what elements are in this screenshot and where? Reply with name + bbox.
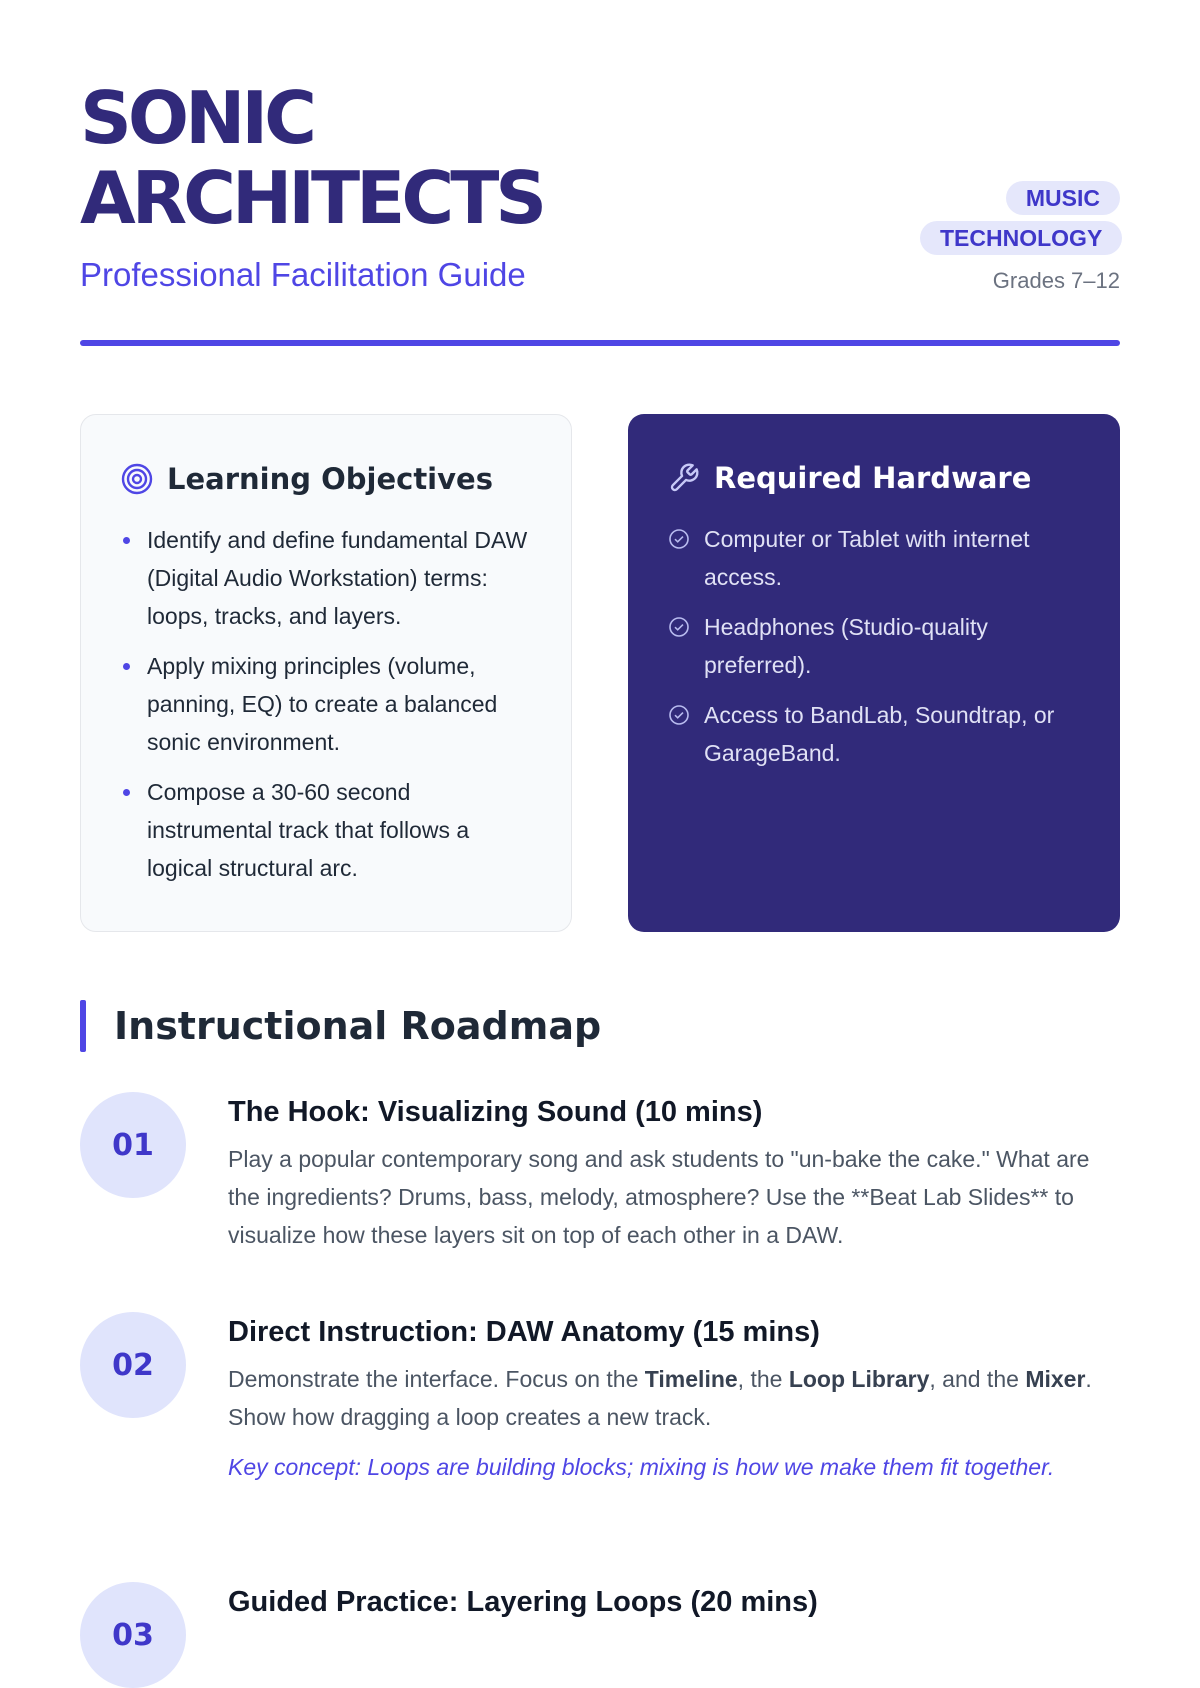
step-number: 02 xyxy=(80,1312,186,1418)
grade-range: Grades 7–12 xyxy=(992,268,1120,293)
list-item xyxy=(121,521,531,635)
step-number: 01 xyxy=(80,1092,186,1198)
check-circle-icon xyxy=(668,528,690,550)
objective-text: Apply mixing principles (volume, panning, EQ) to create a balanced sonic environment. xyxy=(147,653,498,755)
list-item xyxy=(668,696,1080,772)
required-hardware-title: Required Hardware xyxy=(714,461,1032,495)
list-item xyxy=(121,773,531,887)
roadmap-heading xyxy=(80,1000,601,1052)
step-title: Guided Practice: Layering Loops (20 mins) xyxy=(228,1586,818,1618)
step-title: The Hook: Visualizing Sound (10 mins) xyxy=(228,1096,763,1128)
check-circle-icon xyxy=(668,616,690,638)
hardware-text: Access to BandLab, Soundtrap, or GarageBand. xyxy=(704,702,1055,766)
term-mixer: Mixer xyxy=(1025,1366,1086,1392)
step-text-part: . Show how dragging a loop creates a new track. xyxy=(228,1366,1092,1430)
bullet-icon xyxy=(123,663,130,670)
learning-objectives-card xyxy=(80,414,572,932)
subject-tag-line-2: TECHNOLOGY xyxy=(920,221,1122,255)
step-description: Play a popular contemporary song and ask students to "un-bake the cake." What are the ingredients? Drums, bass, melody, atmosphere? Use the **Beat Lab Slides** to visualize how these layers sit on top of each other in a DAW. xyxy=(228,1146,1090,1248)
hardware-text: Headphones (Studio-quality preferred). xyxy=(704,614,988,678)
step-number: 03 xyxy=(80,1582,186,1688)
required-hardware-card xyxy=(628,414,1120,932)
check-circle-icon xyxy=(668,704,690,726)
wrench-icon xyxy=(668,462,700,494)
section-accent-bar xyxy=(80,1000,86,1052)
bullet-icon xyxy=(123,789,130,796)
list-item xyxy=(668,608,1080,684)
learning-objectives-title: Learning Objectives xyxy=(167,462,493,496)
objectives-list xyxy=(121,521,531,887)
step-text-part: , the xyxy=(737,1366,789,1392)
header xyxy=(80,78,1120,348)
title-line-1: SONIC xyxy=(80,76,313,160)
list-item xyxy=(121,647,531,761)
term-loop-library: Loop Library xyxy=(788,1366,930,1392)
step-text-part: , and the xyxy=(929,1366,1026,1392)
key-concept-note: Key concept: Loops are building blocks; mixing is how we make them fit together. xyxy=(228,1454,1055,1480)
step-body xyxy=(228,1312,1120,1486)
step-title: Direct Instruction: DAW Anatomy (15 mins) xyxy=(228,1316,820,1348)
list-item xyxy=(668,520,1080,596)
subject-tag-line-1: MUSIC xyxy=(1006,181,1120,215)
roadmap-title: Instructional Roadmap xyxy=(114,1004,602,1048)
title-line-2: ARCHITECTS xyxy=(80,156,544,240)
target-icon xyxy=(121,463,153,495)
subject-tag xyxy=(920,178,1120,258)
step-body xyxy=(228,1092,1120,1254)
term-timeline: Timeline xyxy=(644,1366,738,1392)
hardware-list xyxy=(668,520,1080,772)
objective-text: Compose a 30-60 second instrumental track that follows a logical structural arc. xyxy=(147,779,470,881)
objective-text: Identify and define fundamental DAW (Digital Audio Workstation) terms: loops, tracks, and layers. xyxy=(147,527,528,629)
step-body xyxy=(228,1582,1120,1630)
step-description xyxy=(228,1360,1120,1436)
step-text-part: Demonstrate the interface. Focus on the xyxy=(228,1366,645,1392)
required-hardware-header xyxy=(668,458,1080,498)
header-divider xyxy=(80,340,1120,346)
bullet-icon xyxy=(123,537,130,544)
learning-objectives-header xyxy=(121,459,531,499)
hardware-text: Computer or Tablet with internet access. xyxy=(704,526,1030,590)
subtitle: Professional Facilitation Guide xyxy=(80,256,526,293)
